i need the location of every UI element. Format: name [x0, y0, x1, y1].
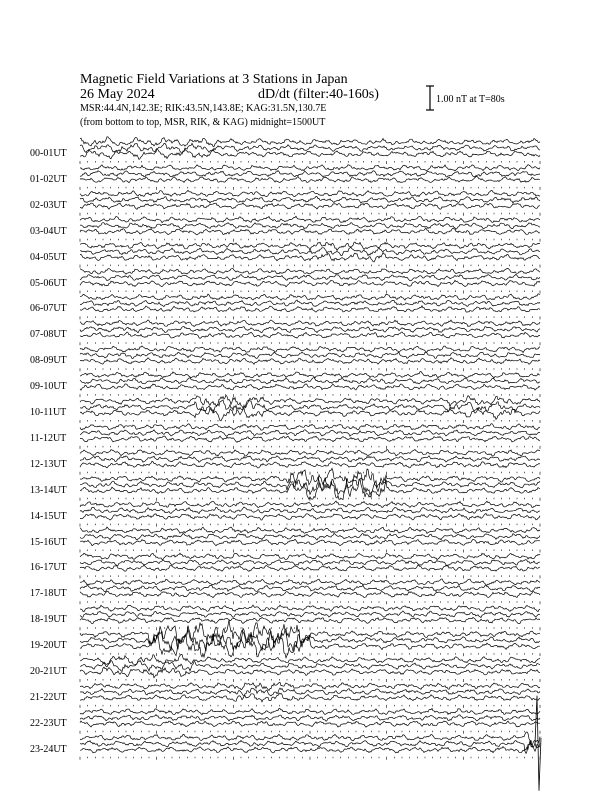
- scale-label: 1.00 nT at T=80s: [436, 94, 505, 105]
- trace-rik: [80, 223, 540, 230]
- trace-msr: [80, 149, 540, 160]
- trace-rik: [80, 585, 540, 591]
- trace-rik: [80, 326, 540, 332]
- trace-msr: [80, 591, 540, 597]
- hour-label: 03-04UT: [30, 225, 67, 237]
- trace-kag: [80, 450, 540, 457]
- hour-label: 12-13UT: [30, 458, 67, 470]
- trace-kag: [80, 527, 540, 533]
- stations-label: MSR:44.4N,142.3E; RIK:43.5N,143.8E; KAG:31.5N,130.7E: [80, 103, 327, 114]
- trace-kag: [80, 468, 540, 491]
- trace-kag: [80, 553, 540, 559]
- hour-label: 21-22UT: [30, 691, 67, 703]
- trace-kag: [80, 216, 540, 223]
- trace-rik: [80, 430, 540, 437]
- trace-rik: [80, 688, 540, 696]
- hour-label: 17-18UT: [30, 588, 67, 600]
- trace-rik: [80, 660, 540, 671]
- trace-msr: [80, 176, 540, 182]
- trace-msr: [80, 461, 540, 468]
- hour-label: 19-20UT: [30, 640, 67, 652]
- hour-label: 14-15UT: [30, 510, 67, 522]
- trace-rik: [80, 456, 540, 462]
- hour-label: 02-03UT: [30, 199, 67, 211]
- trace-msr: [80, 332, 540, 339]
- trace-kag: [80, 682, 540, 690]
- trace-kag: [80, 165, 540, 171]
- trace-msr: [80, 667, 540, 678]
- trace-kag: [80, 242, 540, 251]
- trace-msr: [80, 407, 540, 420]
- trace-rik: [80, 196, 540, 203]
- trace-rik: [80, 378, 540, 384]
- trace-rik: [80, 507, 540, 514]
- trace-kag: [80, 424, 540, 431]
- trace-rik: [80, 560, 540, 566]
- hour-label: 13-14UT: [30, 484, 67, 496]
- trace-kag: [80, 372, 540, 379]
- hour-label: 15-16UT: [30, 536, 67, 548]
- trace-msr: [80, 617, 540, 623]
- chart-title: Magnetic Field Variations at 3 Stations in Japan: [80, 72, 348, 87]
- hour-label: 05-06UT: [30, 277, 67, 289]
- mode-label: dD/dt (filter:40-160s): [258, 87, 379, 102]
- scale-bar: [426, 86, 434, 110]
- trace-msr: [80, 203, 540, 210]
- trace-msr: [80, 384, 540, 390]
- trace-kag: [80, 137, 540, 147]
- hour-label: 22-23UT: [30, 717, 67, 729]
- trace-msr: [80, 565, 540, 572]
- trace-msr: [80, 514, 540, 521]
- trace-rik: [80, 611, 540, 618]
- trace-kag: [80, 320, 540, 327]
- order-label: (from bottom to top, MSR, RIK, & KAG) midnight=1500UT: [80, 117, 326, 128]
- trace-kag: [80, 732, 540, 747]
- trace-rik: [80, 171, 540, 178]
- trace-msr: [80, 280, 540, 287]
- trace-kag: [80, 579, 540, 585]
- trace-rik: [80, 533, 540, 540]
- trace-kag: [80, 346, 540, 353]
- trace-msr: [80, 479, 540, 500]
- date-label: 26 May 2024: [80, 87, 155, 102]
- trace-kag: [80, 294, 540, 300]
- trace-msr: [80, 693, 540, 702]
- hour-label: 20-21UT: [30, 666, 67, 677]
- trace-spike: [535, 696, 541, 791]
- trace-kag: [80, 190, 540, 196]
- traces: [80, 137, 541, 791]
- hour-label: 06-07UT: [30, 303, 67, 315]
- hour-label: 09-10UT: [30, 381, 67, 393]
- trace-msr: [80, 721, 540, 727]
- hour-label: 01-02UT: [30, 173, 67, 185]
- trace-msr: [80, 228, 540, 235]
- trace-msr: [80, 539, 540, 545]
- trace-msr: [80, 306, 540, 312]
- hour-label: 08-09UT: [30, 355, 67, 367]
- hour-label: 18-19UT: [30, 614, 67, 626]
- hour-label: 07-08UT: [30, 329, 67, 341]
- hour-label: 11-12UT: [30, 432, 67, 444]
- hour-label: 04-05UT: [30, 251, 67, 263]
- trace-rik: [80, 352, 540, 359]
- trace-kag: [80, 268, 540, 274]
- trace-rik: [80, 715, 540, 722]
- trace-kag: [80, 605, 540, 612]
- trace-msr: [80, 358, 540, 365]
- hour-label: 10-11UT: [30, 407, 67, 418]
- trace-kag: [80, 395, 540, 408]
- trace-rik: [80, 274, 540, 280]
- trace-msr: [80, 436, 540, 442]
- trace-rik: [80, 473, 540, 495]
- trace-rik: [80, 300, 540, 307]
- trace-kag: [80, 708, 540, 714]
- hour-label: 00-01UT: [30, 148, 67, 159]
- trace-msr: [80, 253, 540, 262]
- trace-kag: [80, 501, 540, 507]
- hour-label: 16-17UT: [30, 562, 67, 574]
- hour-label: 23-24UT: [30, 743, 67, 755]
